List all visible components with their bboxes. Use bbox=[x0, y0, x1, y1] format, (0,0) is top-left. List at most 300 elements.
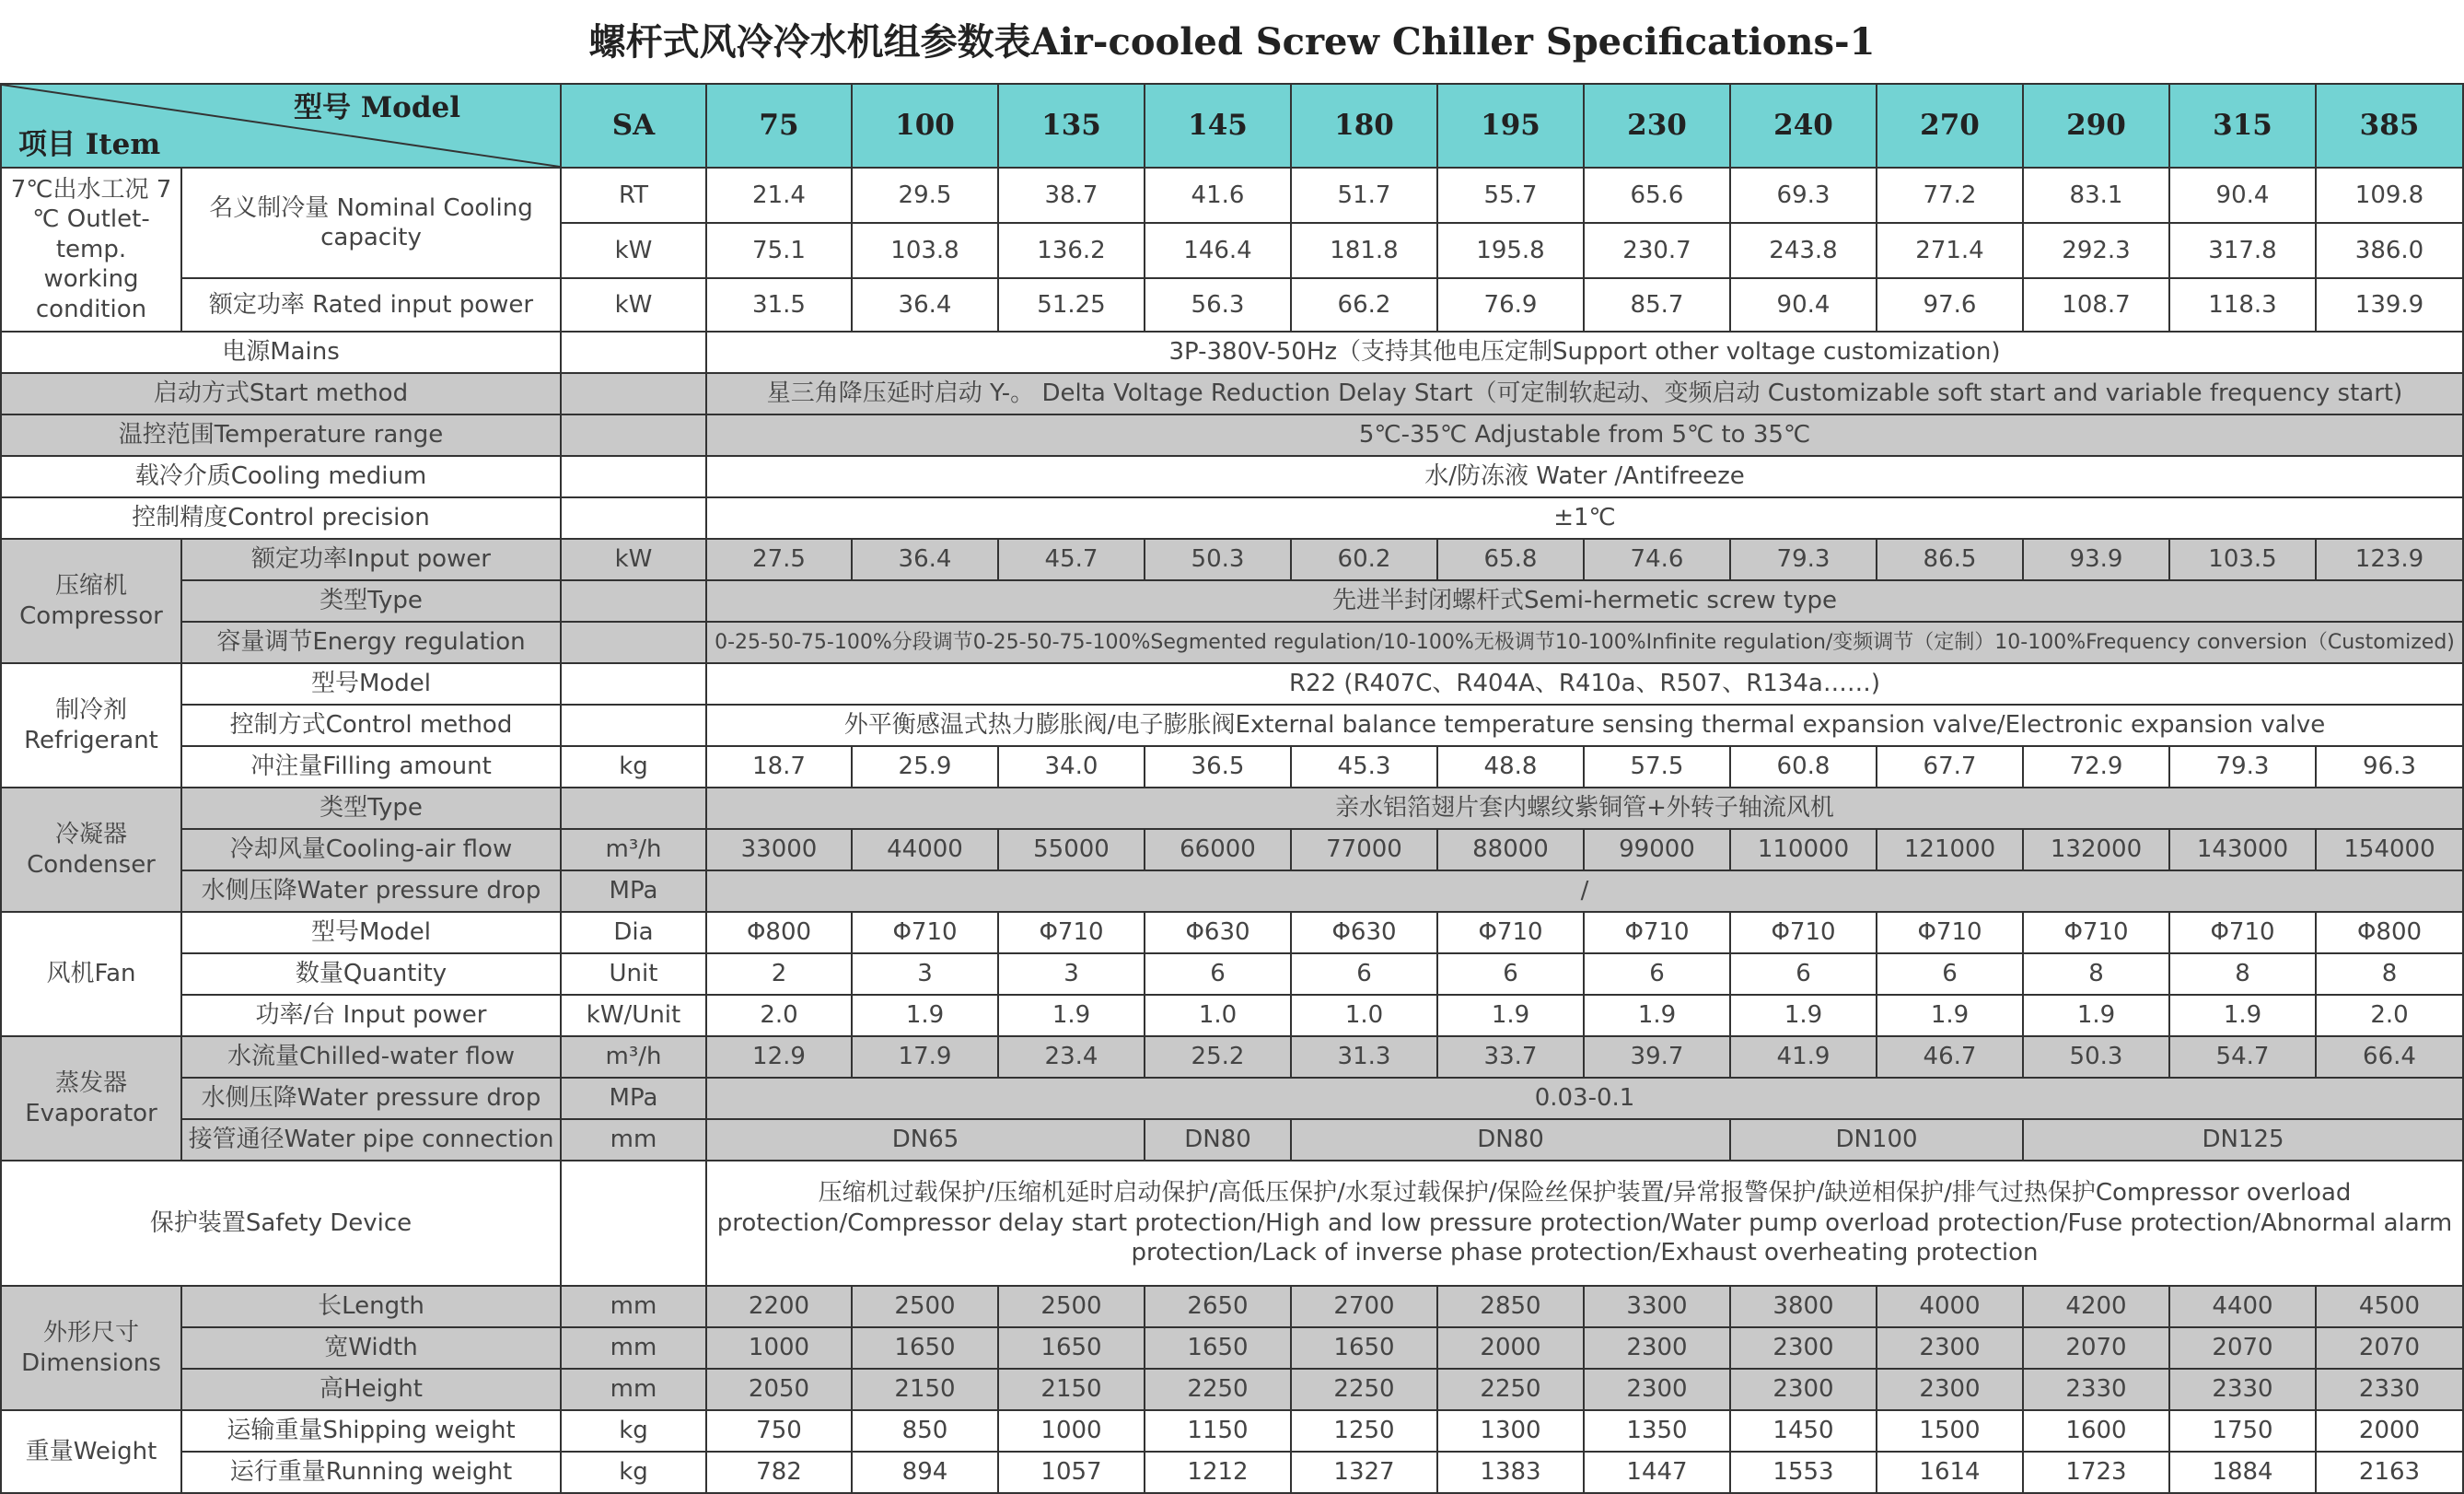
value-cell: 1.9 bbox=[1877, 995, 2023, 1036]
unit-cell bbox=[561, 580, 706, 622]
model-header-cell: SA bbox=[561, 84, 706, 168]
table-row bbox=[1, 1036, 2463, 1078]
value-cell: 139.9 bbox=[2316, 278, 2463, 332]
value-cell: 97.6 bbox=[1877, 278, 2023, 332]
table-row bbox=[1, 663, 2463, 705]
value-cell: 2300 bbox=[1877, 1369, 2023, 1410]
value-cell: 2250 bbox=[1437, 1369, 1584, 1410]
table-row bbox=[1, 1078, 2463, 1119]
value-cell: 110000 bbox=[1730, 829, 1877, 870]
row-label: 高Height bbox=[181, 1369, 561, 1410]
table-row bbox=[1, 1327, 2463, 1369]
unit-cell: MPa bbox=[561, 1078, 706, 1119]
value-cell: Φ800 bbox=[2316, 912, 2463, 953]
value-cell: 121000 bbox=[1877, 829, 2023, 870]
value-cell: 271.4 bbox=[1877, 223, 2023, 278]
value-cell: 27.5 bbox=[706, 539, 852, 580]
value-cell: 243.8 bbox=[1730, 223, 1877, 278]
value-cell: 850 bbox=[852, 1410, 998, 1452]
table-row bbox=[1, 953, 2463, 995]
value-cell: 45.3 bbox=[1291, 746, 1437, 788]
value-cell: 88000 bbox=[1437, 829, 1584, 870]
value-cell: 1150 bbox=[1145, 1410, 1291, 1452]
value-cell: 2250 bbox=[1145, 1369, 1291, 1410]
value-cell: 60.8 bbox=[1730, 746, 1877, 788]
row-label: 水侧压降Water pressure drop bbox=[181, 870, 561, 912]
group-label-compressor: 压缩机 Compressor bbox=[1, 539, 181, 663]
value-cell: 195.8 bbox=[1437, 223, 1584, 278]
value-cell: 65.6 bbox=[1584, 168, 1730, 223]
value-cell: 74.6 bbox=[1584, 539, 1730, 580]
value-cell: 2300 bbox=[1584, 1327, 1730, 1369]
table-row bbox=[1, 912, 2463, 953]
value-cell: 2200 bbox=[706, 1286, 852, 1327]
value-cell: 1447 bbox=[1584, 1452, 1730, 1493]
value-cell: 2300 bbox=[1730, 1327, 1877, 1369]
value-cell: 292.3 bbox=[2023, 223, 2169, 278]
unit-cell: mm bbox=[561, 1119, 706, 1161]
value-cell: 76.9 bbox=[1437, 278, 1584, 332]
value-cell: 72.9 bbox=[2023, 746, 2169, 788]
value-cell: 51.25 bbox=[998, 278, 1145, 332]
model-header-cell: 385 bbox=[2316, 84, 2463, 168]
value-cell: 90.4 bbox=[2169, 168, 2316, 223]
value-cell: 2150 bbox=[852, 1369, 998, 1410]
value-cell: 57.5 bbox=[1584, 746, 1730, 788]
unit-cell bbox=[561, 373, 706, 414]
value-cell: 23.4 bbox=[998, 1036, 1145, 1078]
value-cell: 1.9 bbox=[2169, 995, 2316, 1036]
value-cell: 41.6 bbox=[1145, 168, 1291, 223]
value-cell: 8 bbox=[2316, 953, 2463, 995]
row-label: 数量Quantity bbox=[181, 953, 561, 995]
table-row bbox=[1, 497, 2463, 539]
row-label: 水侧压降Water pressure drop bbox=[181, 1078, 561, 1119]
value-cell: 18.7 bbox=[706, 746, 852, 788]
model-header-cell: 75 bbox=[706, 84, 852, 168]
value-cell: 34.0 bbox=[998, 746, 1145, 788]
value-cell: 36.4 bbox=[852, 539, 998, 580]
value-cell: 4400 bbox=[2169, 1286, 2316, 1327]
value-cell: 2150 bbox=[998, 1369, 1145, 1410]
item-header-label: 项目 Item bbox=[18, 128, 161, 162]
value-cell: 230.7 bbox=[1584, 223, 1730, 278]
model-header-label: 型号 Model bbox=[294, 91, 460, 124]
value-cell: 56.3 bbox=[1145, 278, 1291, 332]
value-cell: 386.0 bbox=[2316, 223, 2463, 278]
row-label: 型号Model bbox=[181, 663, 561, 705]
value-cell: DN80 bbox=[1291, 1119, 1730, 1161]
safety-value-cell: 压缩机过载保护/压缩机延时启动保护/高低压保护/水泵过载保护/保险丝保护装置/异常报警保护/缺逆相保护/排气过热保护Compressor overload protection/Compressor delay start protection/High and low pressure protection/Water pump overload protection/Fuse protection/Abnormal alarm protection/Lack of inverse phase protection/Exhaust overheating protection bbox=[706, 1161, 2463, 1286]
model-header-cell: 145 bbox=[1145, 84, 1291, 168]
value-cell: 1750 bbox=[2169, 1410, 2316, 1452]
value-cell: 29.5 bbox=[852, 168, 998, 223]
value-cell: 1884 bbox=[2169, 1452, 2316, 1493]
value-cell: 109.8 bbox=[2316, 168, 2463, 223]
value-cell: 3 bbox=[852, 953, 998, 995]
table-row bbox=[1, 705, 2463, 746]
value-cell: 55000 bbox=[998, 829, 1145, 870]
model-header-cell: 270 bbox=[1877, 84, 2023, 168]
unit-cell bbox=[561, 456, 706, 497]
unit-cell bbox=[561, 788, 706, 829]
value-cell: 1.0 bbox=[1291, 995, 1437, 1036]
value-cell: 1057 bbox=[998, 1452, 1145, 1493]
value-cell: / bbox=[706, 870, 2463, 912]
value-cell: 79.3 bbox=[1730, 539, 1877, 580]
model-header-cell: 135 bbox=[998, 84, 1145, 168]
table-row bbox=[1, 622, 2463, 663]
value-cell: 181.8 bbox=[1291, 223, 1437, 278]
value-cell: ±1℃ bbox=[706, 497, 2463, 539]
row-label: 电源Mains bbox=[1, 332, 561, 373]
value-cell: 67.7 bbox=[1877, 746, 2023, 788]
value-cell: 1327 bbox=[1291, 1452, 1437, 1493]
table-row bbox=[1, 539, 2463, 580]
unit-cell: mm bbox=[561, 1369, 706, 1410]
value-cell: 1723 bbox=[2023, 1452, 2169, 1493]
table-row bbox=[1, 1452, 2463, 1493]
value-cell: 4200 bbox=[2023, 1286, 2169, 1327]
value-cell: 93.9 bbox=[2023, 539, 2169, 580]
value-cell: 31.3 bbox=[1291, 1036, 1437, 1078]
value-cell: 1.9 bbox=[1730, 995, 1877, 1036]
value-cell: 2300 bbox=[1877, 1327, 2023, 1369]
value-cell: 750 bbox=[706, 1410, 852, 1452]
value-cell: 2070 bbox=[2169, 1327, 2316, 1369]
value-cell: 55.7 bbox=[1437, 168, 1584, 223]
value-cell: DN125 bbox=[2023, 1119, 2463, 1161]
value-cell: 46.7 bbox=[1877, 1036, 2023, 1078]
value-cell: 25.2 bbox=[1145, 1036, 1291, 1078]
table-row bbox=[1, 995, 2463, 1036]
value-cell: 1600 bbox=[2023, 1410, 2169, 1452]
value-cell: 3300 bbox=[1584, 1286, 1730, 1327]
value-cell: 136.2 bbox=[998, 223, 1145, 278]
value-cell: Φ710 bbox=[2169, 912, 2316, 953]
row-label: 功率/台 Input power bbox=[181, 995, 561, 1036]
unit-cell bbox=[561, 497, 706, 539]
value-cell: 2500 bbox=[852, 1286, 998, 1327]
value-cell: 69.3 bbox=[1730, 168, 1877, 223]
unit-cell: kW bbox=[561, 539, 706, 580]
value-cell: Φ710 bbox=[1437, 912, 1584, 953]
value-cell: 1450 bbox=[1730, 1410, 1877, 1452]
value-cell: 2300 bbox=[1584, 1369, 1730, 1410]
table-row bbox=[1, 373, 2463, 414]
table-row bbox=[1, 168, 2463, 223]
value-cell: Φ710 bbox=[2023, 912, 2169, 953]
value-cell: 39.7 bbox=[1584, 1036, 1730, 1078]
value-cell: 2000 bbox=[2316, 1410, 2463, 1452]
model-header-cell: 230 bbox=[1584, 84, 1730, 168]
row-label: 接管通径Water pipe connection bbox=[181, 1119, 561, 1161]
value-cell: 2000 bbox=[1437, 1327, 1584, 1369]
model-header-cell: 180 bbox=[1291, 84, 1437, 168]
group-label-fan: 风机Fan bbox=[1, 912, 181, 1036]
value-cell: 4000 bbox=[1877, 1286, 2023, 1327]
row-label: 运输重量Shipping weight bbox=[181, 1410, 561, 1452]
value-cell: 2 bbox=[706, 953, 852, 995]
group-label-evaporator: 蒸发器 Evaporator bbox=[1, 1036, 181, 1161]
value-cell: 6 bbox=[1437, 953, 1584, 995]
value-cell: 154000 bbox=[2316, 829, 2463, 870]
value-cell: 118.3 bbox=[2169, 278, 2316, 332]
value-cell: 2700 bbox=[1291, 1286, 1437, 1327]
unit-cell: mm bbox=[561, 1327, 706, 1369]
value-cell: 2330 bbox=[2023, 1369, 2169, 1410]
value-cell: DN65 bbox=[706, 1119, 1145, 1161]
value-cell: 86.5 bbox=[1877, 539, 2023, 580]
value-cell: 2330 bbox=[2316, 1369, 2463, 1410]
row-label: 类型Type bbox=[181, 788, 561, 829]
value-cell: 先进半封闭螺杆式Semi-hermetic screw type bbox=[706, 580, 2463, 622]
value-cell: 3 bbox=[998, 953, 1145, 995]
value-cell: 2.0 bbox=[706, 995, 852, 1036]
unit-cell bbox=[561, 663, 706, 705]
value-cell: Φ710 bbox=[852, 912, 998, 953]
value-cell: 1250 bbox=[1291, 1410, 1437, 1452]
value-cell: 77.2 bbox=[1877, 168, 2023, 223]
value-cell: R22 (R407C、R404A、R410a、R507、R134a……) bbox=[706, 663, 2463, 705]
value-cell: 36.5 bbox=[1145, 746, 1291, 788]
value-cell: 2330 bbox=[2169, 1369, 2316, 1410]
value-cell: 1614 bbox=[1877, 1452, 2023, 1493]
value-cell: Φ800 bbox=[706, 912, 852, 953]
value-cell: 77000 bbox=[1291, 829, 1437, 870]
table-row bbox=[1, 1119, 2463, 1161]
value-cell: 水/防冻液 Water /Antifreeze bbox=[706, 456, 2463, 497]
rated-input-label: 额定功率 Rated input power bbox=[181, 278, 561, 332]
value-cell: 2650 bbox=[1145, 1286, 1291, 1327]
value-cell: 3P-380V-50Hz（支持其他电压定制Support other voltage customization) bbox=[706, 332, 2463, 373]
value-cell: 123.9 bbox=[2316, 539, 2463, 580]
value-cell: 1650 bbox=[852, 1327, 998, 1369]
row-label: 宽Width bbox=[181, 1327, 561, 1369]
group-label-weight: 重量Weight bbox=[1, 1410, 181, 1493]
table-row bbox=[1, 332, 2463, 373]
value-cell: 65.8 bbox=[1437, 539, 1584, 580]
value-cell: 2070 bbox=[2023, 1327, 2169, 1369]
value-cell: 1500 bbox=[1877, 1410, 2023, 1452]
value-cell: 146.4 bbox=[1145, 223, 1291, 278]
value-cell: Φ630 bbox=[1145, 912, 1291, 953]
row-label: 额定功率Input power bbox=[181, 539, 561, 580]
value-cell: 2050 bbox=[706, 1369, 852, 1410]
unit-cell bbox=[561, 332, 706, 373]
value-cell: 50.3 bbox=[2023, 1036, 2169, 1078]
value-cell: 90.4 bbox=[1730, 278, 1877, 332]
specifications-table bbox=[0, 83, 2464, 1494]
value-cell: 12.9 bbox=[706, 1036, 852, 1078]
value-cell: 96.3 bbox=[2316, 746, 2463, 788]
value-cell: 143000 bbox=[2169, 829, 2316, 870]
row-label: 保护装置Safety Device bbox=[1, 1161, 561, 1286]
value-cell: DN80 bbox=[1145, 1119, 1291, 1161]
value-cell: 83.1 bbox=[2023, 168, 2169, 223]
unit-cell: kW bbox=[561, 223, 706, 278]
value-cell: 66000 bbox=[1145, 829, 1291, 870]
value-cell: 103.8 bbox=[852, 223, 998, 278]
table-row bbox=[1, 84, 2463, 168]
unit-cell: kg bbox=[561, 1410, 706, 1452]
model-header-cell: 100 bbox=[852, 84, 998, 168]
row-label: 启动方式Start method bbox=[1, 373, 561, 414]
unit-cell bbox=[561, 622, 706, 663]
value-cell: 31.5 bbox=[706, 278, 852, 332]
value-cell: 5℃-35℃ Adjustable from 5℃ to 35℃ bbox=[706, 414, 2463, 456]
table-row bbox=[1, 278, 2463, 332]
value-cell: 36.4 bbox=[852, 278, 998, 332]
value-cell: 108.7 bbox=[2023, 278, 2169, 332]
value-cell: 1650 bbox=[1145, 1327, 1291, 1369]
row-label: 型号Model bbox=[181, 912, 561, 953]
row-label: 冲注量Filling amount bbox=[181, 746, 561, 788]
unit-cell: kW/Unit bbox=[561, 995, 706, 1036]
value-cell: 6 bbox=[1291, 953, 1437, 995]
value-cell: Φ630 bbox=[1291, 912, 1437, 953]
value-cell: 894 bbox=[852, 1452, 998, 1493]
value-cell: 亲水铝箔翅片套内螺纹紫铜管+外转子轴流风机 bbox=[706, 788, 2463, 829]
value-cell: 66.2 bbox=[1291, 278, 1437, 332]
value-cell: 45.7 bbox=[998, 539, 1145, 580]
header-corner-cell bbox=[1, 84, 561, 168]
table-row bbox=[1, 829, 2463, 870]
value-cell: 外平衡感温式热力膨胀阀/电子膨胀阀External balance temperature sensing thermal expansion valve/Electronic expansion valve bbox=[706, 705, 2463, 746]
table-row bbox=[1, 1286, 2463, 1327]
unit-cell bbox=[561, 705, 706, 746]
value-cell: 75.1 bbox=[706, 223, 852, 278]
table-row bbox=[1, 1161, 2463, 1286]
value-cell: 99000 bbox=[1584, 829, 1730, 870]
row-label: 控制方式Control method bbox=[181, 705, 561, 746]
value-cell: 132000 bbox=[2023, 829, 2169, 870]
row-label: 容量调节Energy regulation bbox=[181, 622, 561, 663]
value-cell: 1383 bbox=[1437, 1452, 1584, 1493]
unit-cell: MPa bbox=[561, 870, 706, 912]
row-label: 载冷介质Cooling medium bbox=[1, 456, 561, 497]
value-cell: 17.9 bbox=[852, 1036, 998, 1078]
value-cell: 2500 bbox=[998, 1286, 1145, 1327]
nominal-capacity-label: 名义制冷量 Nominal Cooling capacity bbox=[181, 168, 561, 278]
value-cell: 2250 bbox=[1291, 1369, 1437, 1410]
unit-cell: m³/h bbox=[561, 1036, 706, 1078]
unit-cell bbox=[561, 414, 706, 456]
model-header-cell: 290 bbox=[2023, 84, 2169, 168]
unit-cell: kW bbox=[561, 278, 706, 332]
value-cell: 6 bbox=[1730, 953, 1877, 995]
value-cell: 6 bbox=[1145, 953, 1291, 995]
value-cell: 21.4 bbox=[706, 168, 852, 223]
unit-cell: kg bbox=[561, 1452, 706, 1493]
row-label: 长Length bbox=[181, 1286, 561, 1327]
unit-cell: m³/h bbox=[561, 829, 706, 870]
value-cell: 3800 bbox=[1730, 1286, 1877, 1327]
value-cell: 1553 bbox=[1730, 1452, 1877, 1493]
value-cell: 66.4 bbox=[2316, 1036, 2463, 1078]
value-cell: 1.9 bbox=[1437, 995, 1584, 1036]
value-cell: 85.7 bbox=[1584, 278, 1730, 332]
value-cell: 1300 bbox=[1437, 1410, 1584, 1452]
value-cell: 0-25-50-75-100%分段调节0-25-50-75-100%Segmented regulation/10-100%无极调节10-100%Infinite regulation/变频调节（定制）10-100%Frequency conversion（Customized) bbox=[706, 622, 2463, 663]
unit-cell bbox=[561, 1161, 706, 1286]
table-row bbox=[1, 746, 2463, 788]
value-cell: 782 bbox=[706, 1452, 852, 1493]
table-row bbox=[1, 580, 2463, 622]
model-header-cell: 240 bbox=[1730, 84, 1877, 168]
value-cell: 1.9 bbox=[852, 995, 998, 1036]
value-cell: Φ710 bbox=[1730, 912, 1877, 953]
value-cell: 1.0 bbox=[1145, 995, 1291, 1036]
value-cell: 44000 bbox=[852, 829, 998, 870]
value-cell: 38.7 bbox=[998, 168, 1145, 223]
unit-cell: RT bbox=[561, 168, 706, 223]
value-cell: 54.7 bbox=[2169, 1036, 2316, 1078]
row-label: 运行重量Running weight bbox=[181, 1452, 561, 1493]
row-label: 温控范围Temperature range bbox=[1, 414, 561, 456]
value-cell: 41.9 bbox=[1730, 1036, 1877, 1078]
model-header-cell: 315 bbox=[2169, 84, 2316, 168]
value-cell: 1650 bbox=[998, 1327, 1145, 1369]
unit-cell: Dia bbox=[561, 912, 706, 953]
value-cell: 8 bbox=[2023, 953, 2169, 995]
value-cell: 2850 bbox=[1437, 1286, 1584, 1327]
value-cell: 103.5 bbox=[2169, 539, 2316, 580]
row-label: 水流量Chilled-water flow bbox=[181, 1036, 561, 1078]
value-cell: 6 bbox=[1877, 953, 2023, 995]
value-cell: 1350 bbox=[1584, 1410, 1730, 1452]
value-cell: DN100 bbox=[1730, 1119, 2023, 1161]
value-cell: 1.9 bbox=[1584, 995, 1730, 1036]
table-row bbox=[1, 456, 2463, 497]
value-cell: 0.03-0.1 bbox=[706, 1078, 2463, 1119]
page-title: 螺杆式风冷冷水机组参数表Air-cooled Screw Chiller Specifications-1 bbox=[588, 20, 1876, 64]
value-cell: Φ710 bbox=[998, 912, 1145, 953]
value-cell: 50.3 bbox=[1145, 539, 1291, 580]
value-cell: 2.0 bbox=[2316, 995, 2463, 1036]
value-cell: 25.9 bbox=[852, 746, 998, 788]
row-label: 类型Type bbox=[181, 580, 561, 622]
value-cell: 4500 bbox=[2316, 1286, 2463, 1327]
value-cell: 1650 bbox=[1291, 1327, 1437, 1369]
value-cell: 2163 bbox=[2316, 1452, 2463, 1493]
group-label-condenser: 冷凝器 Condenser bbox=[1, 788, 181, 912]
table-row bbox=[1, 1369, 2463, 1410]
value-cell: 6 bbox=[1584, 953, 1730, 995]
value-cell: 48.8 bbox=[1437, 746, 1584, 788]
value-cell: Φ710 bbox=[1877, 912, 2023, 953]
model-header-cell: 195 bbox=[1437, 84, 1584, 168]
value-cell: 33000 bbox=[706, 829, 852, 870]
table-row bbox=[1, 870, 2463, 912]
row-label: 控制精度Control precision bbox=[1, 497, 561, 539]
value-cell: 2300 bbox=[1730, 1369, 1877, 1410]
value-cell: 2070 bbox=[2316, 1327, 2463, 1369]
value-cell: 79.3 bbox=[2169, 746, 2316, 788]
table-row bbox=[1, 788, 2463, 829]
value-cell: 星三角降压延时启动 Y-。 Delta Voltage Reduction Delay Start（可定制软起动、变频启动 Customizable soft start and variable frequency start) bbox=[706, 373, 2463, 414]
unit-cell: mm bbox=[561, 1286, 706, 1327]
value-cell: 1212 bbox=[1145, 1452, 1291, 1493]
value-cell: 1.9 bbox=[998, 995, 1145, 1036]
value-cell: 8 bbox=[2169, 953, 2316, 995]
value-cell: 33.7 bbox=[1437, 1036, 1584, 1078]
value-cell: Φ710 bbox=[1584, 912, 1730, 953]
value-cell: 60.2 bbox=[1291, 539, 1437, 580]
cooling-condition-cell: 7℃出水工况 7 ℃ Outlet-temp. working condition bbox=[1, 168, 181, 332]
unit-cell: Unit bbox=[561, 953, 706, 995]
group-label-refrigerant: 制冷剂 Refrigerant bbox=[1, 663, 181, 788]
